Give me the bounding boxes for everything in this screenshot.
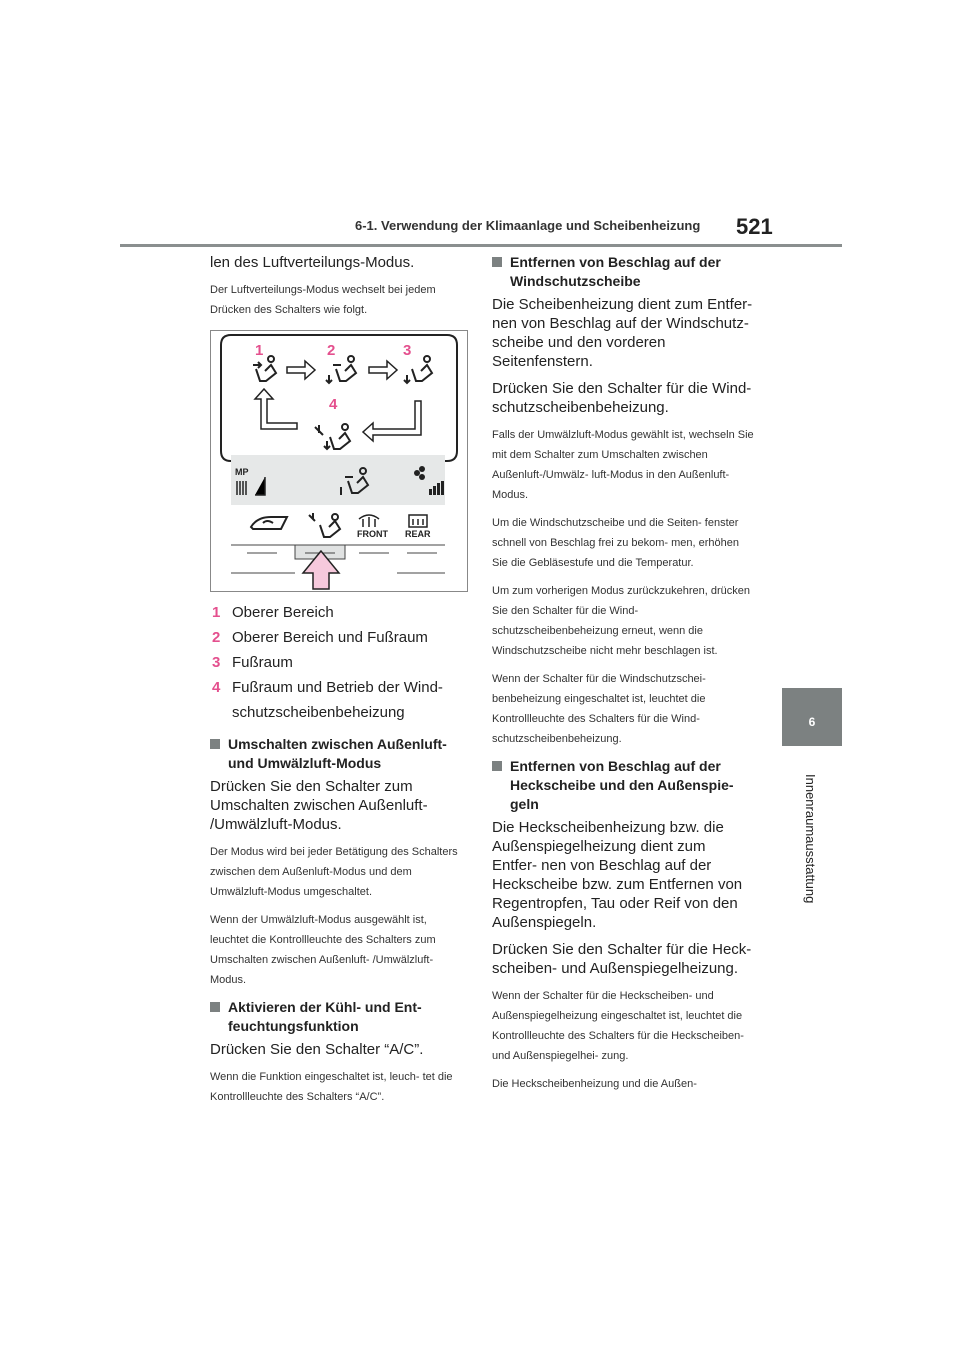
list-item: 2 Oberer Bereich und Fußraum — [212, 629, 428, 646]
mode-list — [210, 600, 468, 725]
airflow-mode-figure — [210, 330, 468, 592]
airflow-mode-illustration — [211, 331, 467, 591]
header-title: 6-1. Verwendung der Klimaanlage und Scheibenheizung — [355, 218, 701, 233]
note-text: Wenn der Schalter für die Windschutzschei- benbeheizung eingeschaltet ist, leuchtet die Kontrollleuchte des Schalters für die Wind- schutzscheibenbeheizung. — [492, 673, 706, 745]
chapter-tab-label: Innenraumausstattung — [803, 774, 818, 904]
square-bullet-icon — [492, 761, 502, 771]
front-defrost-button[interactable] — [359, 515, 379, 527]
list-item: 3 Fußraum — [212, 654, 293, 671]
section-heading-recirculation: Umschalten zwischen Außenluft- und Umwälzluft-Modus — [210, 735, 468, 773]
section-heading-windshield: Entfernen von Beschlag auf der Windschutzscheibe — [492, 253, 754, 291]
left-column — [210, 253, 468, 1115]
front-button-label: FRONT — [357, 529, 388, 539]
note-text: Um die Windschutzscheibe und die Seiten- fenster schnell von Beschlag frei zu bekom- men, erhöhen Sie die Gebläsestufe und die Temperatur. — [492, 517, 740, 569]
recirculation-button[interactable] — [251, 517, 287, 529]
section-heading-ac: Aktivieren der Kühl- und Ent- feuchtungsfunktion — [210, 998, 468, 1036]
list-item: 4 Fußraum und Betrieb der Wind- schutzscheibenbeheizung — [212, 679, 443, 721]
note-text: Falls der Umwälzluft-Modus gewählt ist, wechseln Sie mit dem Schalter zum Umschalten zwischen Außenluft-/Umwälz- luft-Modus in den Außenluft-Modus. — [492, 429, 754, 501]
intro-text: len des Luftverteilungs-Modus. — [210, 254, 415, 271]
climate-display — [231, 455, 445, 505]
body-text: Drücken Sie den Schalter zum Umschalten zwischen Außenluft- /Umwälzluft-Modus. — [210, 778, 428, 833]
note-text: Wenn der Umwälzluft-Modus ausgewählt ist, leuchtet die Kontrollleuchte des Schalters zum Umschalten zwischen Außenluft- /Umwälzluft-Modus. — [210, 914, 436, 986]
windshield-defog-button[interactable] — [309, 513, 340, 537]
note-text: Wenn die Funktion eingeschaltet ist, leuch- tet die Kontrollleuchte des Schalters “A/C”. — [210, 1071, 453, 1103]
right-column — [492, 253, 754, 1102]
note-text: Der Modus wird bei jeder Betätigung des Schalters zwischen dem Außenluft-Modus und dem Umwälzluft-Modus umgeschaltet. — [210, 846, 458, 898]
callout-4: 4 — [329, 396, 338, 413]
header-rule — [120, 244, 842, 247]
square-bullet-icon — [210, 739, 220, 749]
callout-2: 2 — [327, 342, 336, 359]
intro-note: Der Luftverteilungs-Modus wechselt bei jedem Drücken des Schalters wie folgt. — [210, 284, 436, 316]
display-temp-label: MP — [235, 467, 249, 477]
callout-1: 1 — [255, 342, 264, 359]
note-text: Wenn der Schalter für die Heckscheiben- und Außenspiegelheizung eingeschaltet ist, leuchtet die Kontrollleuchte des Schalters für die Heckscheiben- und Außenspiegelhei- zung. — [492, 990, 744, 1062]
body-text: Drücken Sie den Schalter “A/C”. — [210, 1041, 424, 1058]
body-text: Drücken Sie den Schalter für die Wind- schutzscheibenbeheizung. — [492, 380, 752, 416]
body-text: Die Heckscheibenheizung bzw. die Außenspiegelheizung dient zum Entfer- nen von Beschlag auf der Heckscheibe bzw. zum Entfernen von Regentropfen, Tau oder Reif von den Außenspiegeln. — [492, 819, 743, 931]
note-text: Die Heckscheibenheizung und die Außen- — [492, 1078, 697, 1090]
chapter-tab-number: 6 — [808, 715, 816, 729]
body-text: Die Scheibenheizung dient zum Entfer- nen von Beschlag auf der Windschutz- scheibe und den vorderen Seitenfenstern. — [492, 296, 753, 370]
list-item: 1 Oberer Bereich — [212, 604, 334, 621]
page-number: 521 — [736, 214, 773, 239]
square-bullet-icon — [210, 1002, 220, 1012]
square-bullet-icon — [492, 257, 502, 267]
section-heading-rear: Entfernen von Beschlag auf der Heckscheibe und den Außenspie- geln — [492, 757, 754, 814]
callout-3: 3 — [403, 342, 412, 359]
body-text: Drücken Sie den Schalter für die Heck- scheiben- und Außenspiegelheizung. — [492, 941, 752, 977]
note-text: Um zum vorherigen Modus zurückzukehren, drücken Sie den Schalter für die Wind- schutzscheibenbeheizung erneut, wenn die Windschutzscheibe nicht mehr beschlagen ist. — [492, 585, 751, 657]
rear-defrost-button[interactable] — [409, 515, 427, 527]
rear-button-label: REAR — [405, 529, 431, 539]
